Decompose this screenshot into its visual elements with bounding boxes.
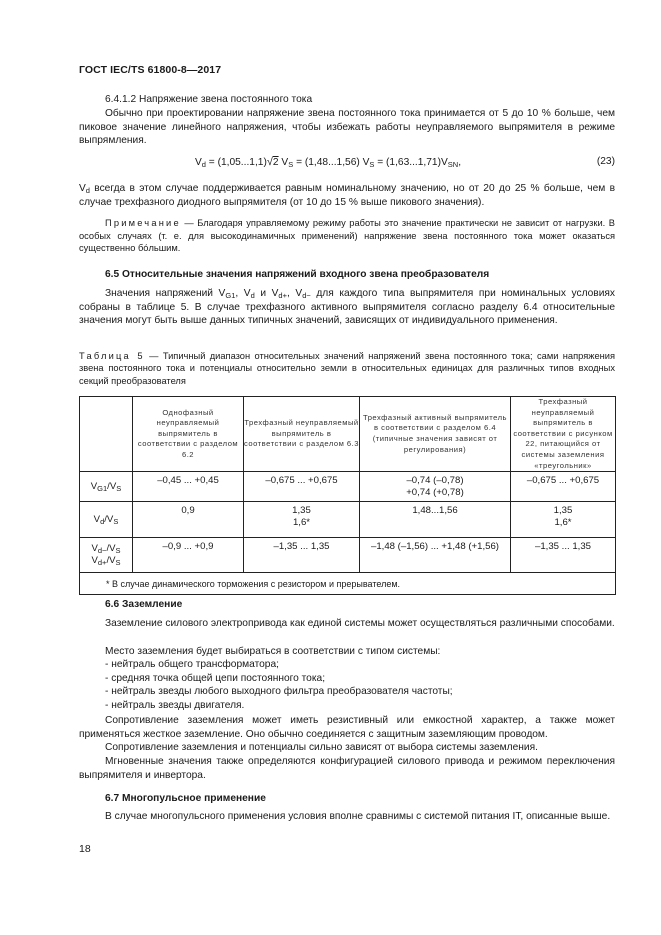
table-cell: –0,45 ... +0,45 [133, 472, 244, 502]
cell-line: 1,35 [553, 505, 573, 517]
section-6-6-paragraph-1: Заземление силового электропривода как единой системы может осуществляться различными способами. [105, 618, 615, 629]
subscript: G1 [225, 291, 236, 300]
table-cell: –1,35 ... 1,35 [244, 538, 360, 573]
column-header: Трехфазный неуправляемый выпрямитель в соответствии с разделом 6.3 [244, 397, 360, 472]
grounding-list [79, 658, 641, 712]
subscript: S [115, 546, 121, 556]
note-label: Примечание [105, 218, 181, 228]
section-6-4-1-2-paragraph: Обычно при проектировании напряжение звена постоянного тока принимается от 5 до 10 % больше, чем пиковое значение линейного напряжения, чтобы избежать работы неуправляемого выпрямителя в режиме выпрямления. [79, 108, 615, 147]
row-label [80, 472, 133, 502]
table-cell [360, 472, 511, 502]
table-caption-text: — Типичный диапазон относительных значений напряжений звена постоянного тока; сами напряжения звена постоянного тока и потенциалы относительно земли в относительных единицах для различных типов входных секций преобразователя [79, 351, 615, 386]
formula-symbol: V [278, 157, 289, 168]
symbol: V [91, 543, 98, 555]
formula-symbol: V [362, 157, 370, 168]
formula-expression [195, 156, 461, 168]
subscript: d− [97, 546, 107, 556]
section-6-5-heading: 6.5 Относительные значения напряжений входного звена преобразователя [105, 269, 490, 280]
formula-subscript: d [201, 160, 206, 169]
paragraph-text: , V [286, 288, 303, 299]
symbol: /V [106, 555, 116, 567]
formula-text: , [458, 157, 462, 168]
table-row [80, 472, 616, 502]
symbol: V [90, 480, 98, 492]
table-cell: –0,9 ... +0,9 [133, 538, 244, 573]
section-6-6-paragraph-5: Мгновенные значения также определяются конфигурацией силового привода и режимом переключения выпрямителя и инвертора. [79, 756, 615, 781]
row-label-line [80, 555, 132, 567]
subscript: d+ [97, 558, 107, 568]
table-header-row [80, 397, 616, 472]
table-cell: 1,48...1,56 [360, 502, 511, 538]
table-row [80, 538, 616, 573]
paragraph-text: всегда в этом случае поддерживается равным номинальному значению, но от 20 до 25 % больше, чем в случае трехфазного диодного выпрямителя (от 10 до 15 % выше пикового значения). [79, 183, 615, 208]
table-cell [244, 502, 360, 538]
paragraph-text: для каждого типа выпрямителя при номинальных условиях собраны в таблице 5. В случае трехфазного активного выпрямителя согласно разделу 6.4 относительные значения могут быть выше данных типичных значений, зависящих от индивидуального применения. [79, 288, 616, 327]
section-6-5-paragraph [79, 287, 615, 328]
table-cell: –0,675 ... +0,675 [511, 472, 616, 502]
section-6-6-paragraph-3: Сопротивление заземления может иметь резистивный или емкостной характер, а также может применяться жесткое заземление. Оно обычно соединяется с защитным заземляющим проводом. [79, 715, 615, 740]
paragraph-text: Значения напряжений V [105, 288, 226, 299]
symbol: /V [106, 543, 116, 555]
note [79, 217, 615, 255]
formula-text: = (1,63...1,71)V [374, 157, 448, 168]
formula-subscript: S [288, 160, 294, 169]
list-item: - нейтраль общего трансформатора; [105, 659, 279, 670]
sqrt-argument: 2 [272, 157, 279, 168]
subscript: G1 [97, 483, 108, 493]
cell-line: 1,6* [292, 517, 311, 529]
list-item: - нейтраль звезды любого выходного фильтра преобразователя частоты; [105, 686, 453, 698]
subscript: d− [302, 291, 311, 300]
paragraph-text: и V [254, 288, 279, 299]
table-caption-label: Таблица 5 [79, 351, 145, 361]
table-row [80, 502, 616, 538]
section-6-7-paragraph: В случае многопульсного применения условия вполне сравнимы с системой питания IT, описанные выше. [105, 811, 611, 822]
table-footnote-row [80, 573, 616, 595]
cell-line: 1,6* [554, 517, 572, 529]
table-corner-cell [80, 397, 133, 472]
formula-symbol: V [195, 157, 202, 168]
note-text: — Благодаря управляемому режиму работы это значение практически не зависит от нагрузки. В особых случаях (т. е. для высокодинамичных применений) напряжение звена постоянного тока может оказаться существенно бо́льшим. [79, 218, 615, 254]
subscript: d [250, 291, 255, 300]
symbol: /V [104, 513, 114, 525]
cell-line: –0,74 (–0,78) [406, 475, 464, 487]
row-label [80, 538, 133, 573]
formula-23 [79, 154, 615, 172]
subscript: d [85, 186, 90, 195]
formula-text: = (1,48...1,56) [293, 157, 363, 168]
table-5 [79, 396, 616, 595]
subscript: d [100, 516, 105, 526]
table-cell [511, 502, 616, 538]
section-6-6-heading: 6.6 Заземление [105, 599, 183, 610]
table-cell: –0,675 ... +0,675 [244, 472, 360, 502]
subscript: S [116, 483, 122, 493]
table-5-caption [79, 350, 615, 387]
section-6-6-paragraph-4: Сопротивление заземления и потенциалы сильно зависят от выбора системы заземления. [105, 742, 538, 753]
page-number: 18 [79, 843, 91, 855]
formula-subscript: S [369, 160, 375, 169]
section-6-4-1-2-heading: 6.4.1.2 Напряжение звена постоянного тока [105, 94, 313, 105]
symbol: V [79, 183, 86, 194]
column-header: Трехфазный активный выпрямитель в соответствии с разделом 6.4 (типичные значения зависят от регулирования) [360, 397, 511, 472]
cell-line: 1,35 [292, 505, 311, 517]
section-6-6-paragraph-2: Место заземления будет выбираться в соответствии с типом системы: [105, 646, 441, 657]
list-item: - средняя точка общей цепи постоянного тока; [105, 672, 326, 684]
page-header: ГОСТ IEC/TS 61800-8—2017 [79, 64, 222, 76]
symbol: /V [107, 480, 117, 492]
symbol: V [93, 513, 101, 525]
subscript: S [115, 558, 121, 568]
row-label-line [80, 543, 132, 555]
symbol: V [91, 555, 98, 567]
table-cell: –1,35 ... 1,35 [511, 538, 616, 573]
table-cell: –1,48 (–1,56) ... +1,48 (+1,56) [360, 538, 511, 573]
formula-text: = (1,05...1,1) [205, 157, 267, 168]
table-footnote: * В случае динамического торможения с резистором и прерывателем. [80, 573, 616, 595]
list-item: - нейтраль звезды двигателя. [105, 699, 245, 711]
formula-number: (23) [596, 156, 615, 167]
subscript: d+ [278, 291, 287, 300]
subscript: S [113, 516, 119, 526]
section-6-4-1-2-paragraph-2 [79, 182, 615, 209]
paragraph-text: , V [235, 288, 251, 299]
column-header: Трехфазный неуправляемый выпрямитель в соответствии с рисунком 22, питающийся от системы заземления «треугольник» [511, 397, 616, 472]
formula-subscript: SN [447, 160, 459, 169]
sqrt-symbol: √ [266, 156, 273, 168]
table-cell: 0,9 [133, 502, 244, 538]
row-label [80, 502, 133, 538]
column-header: Однофазный неуправляемый выпрямитель в соответствии с разделом 6.2 [133, 397, 244, 472]
section-6-7-heading: 6.7 Многопульсное применение [105, 793, 266, 804]
cell-line: +0,74 (+0,78) [406, 487, 464, 499]
